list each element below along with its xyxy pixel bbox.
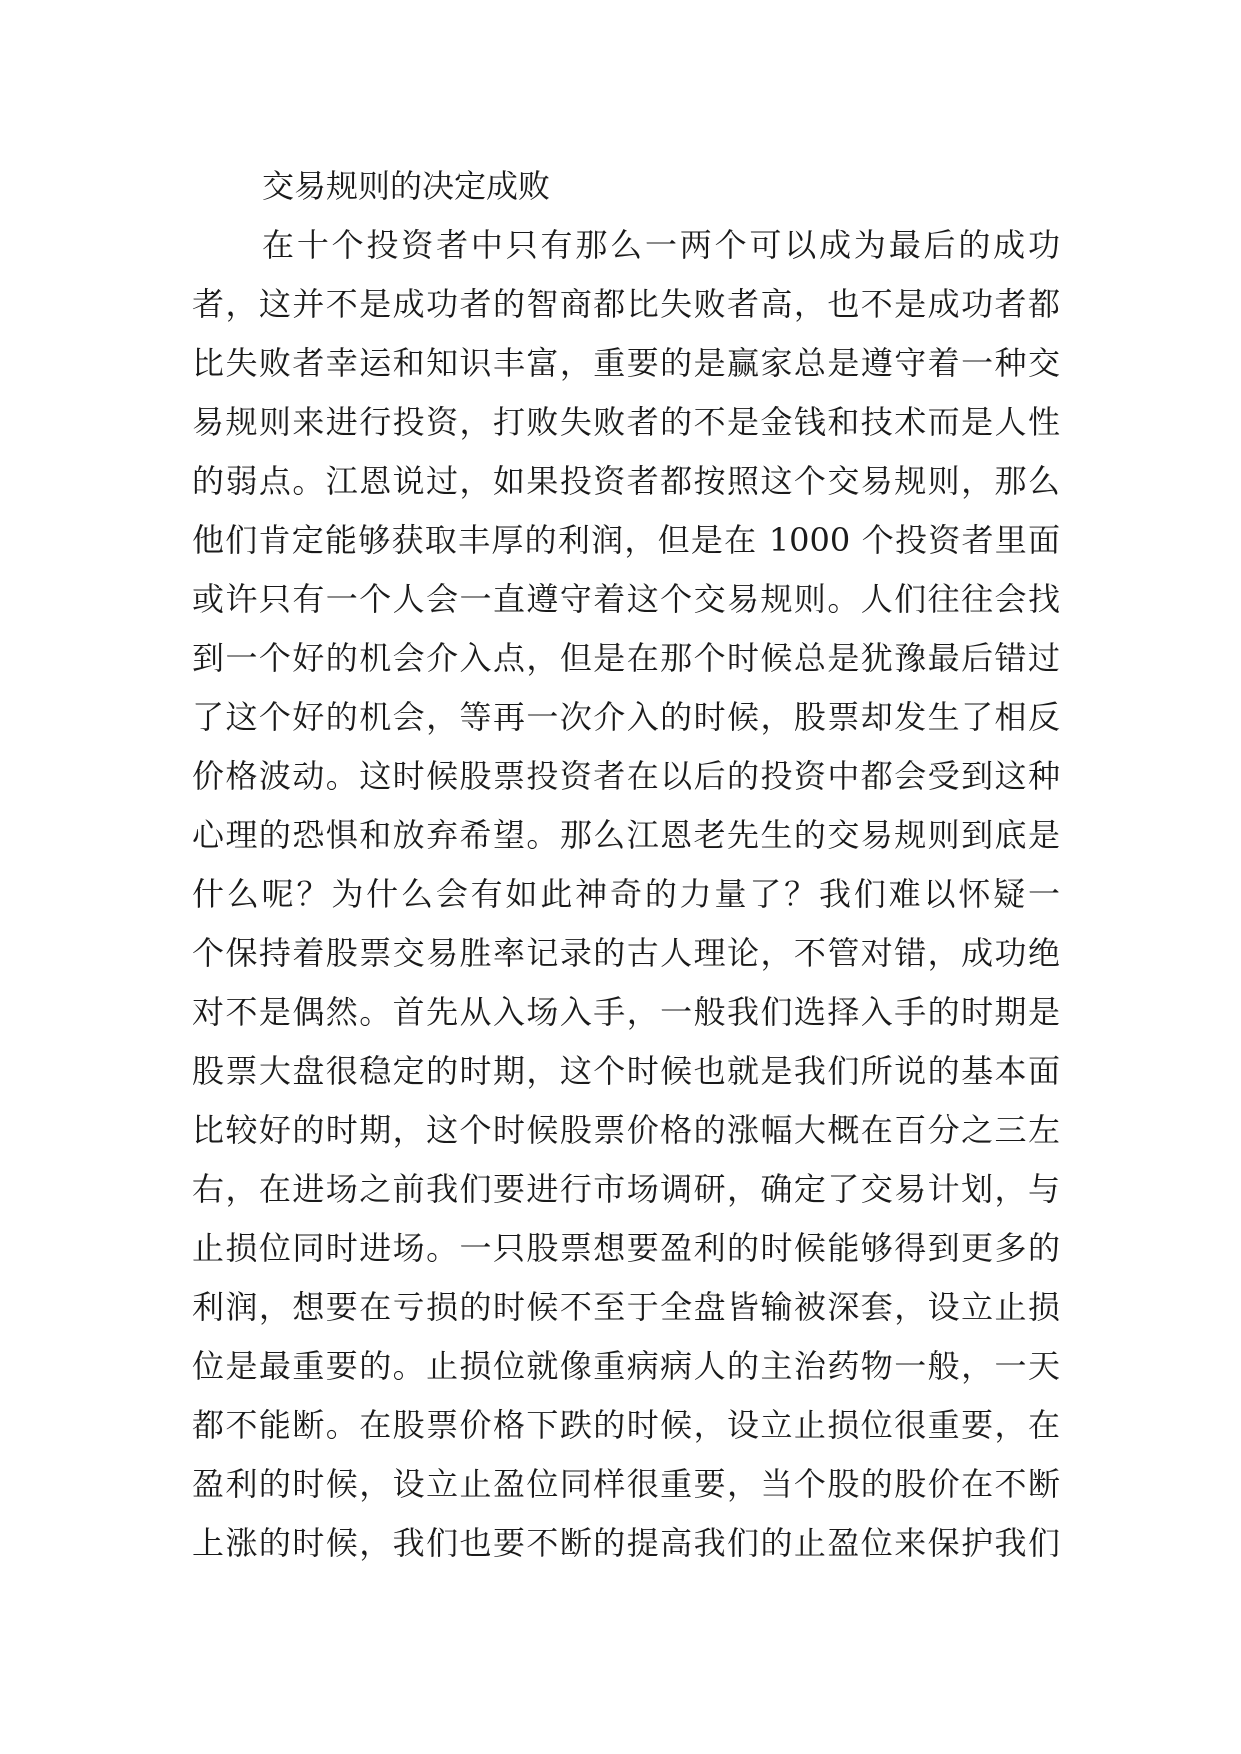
paragraph-line: 比失败者幸运和知识丰富，重要的是赢家总是遵守着一种交 <box>192 344 1060 382</box>
paragraph-line: 心理的恐惧和放弃希望。那么江恩老先生的交易规则到底是 <box>192 816 1060 854</box>
paragraph-line: 盈利的时候，设立止盈位同样很重要，当个股的股价在不断 <box>192 1465 1060 1503</box>
paragraph-line: 到一个好的机会介入点，但是在那个时候总是犹豫最后错过 <box>192 639 1060 677</box>
paragraph-line: 了这个好的机会，等再一次介入的时候，股票却发生了相反 <box>192 698 1060 736</box>
paragraph-line: 右，在进场之前我们要进行市场调研，确定了交易计划，与 <box>192 1170 1060 1208</box>
paragraph-line: 上涨的时候，我们也要不断的提高我们的止盈位来保护我们 <box>192 1524 1060 1562</box>
paragraph-line: 位是最重要的。止损位就像重病病人的主治药物一般，一天 <box>192 1347 1060 1385</box>
paragraph-line: 价格波动。这时候股票投资者在以后的投资中都会受到这种 <box>192 757 1060 795</box>
paragraph-line: 对不是偶然。首先从入场入手，一般我们选择入手的时期是 <box>192 993 1060 1031</box>
document-title: 交易规则的决定成败 <box>262 167 551 205</box>
paragraph-line: 者，这并不是成功者的智商都比失败者高，也不是成功者都 <box>192 285 1060 323</box>
paragraph-line: 什么呢？为什么会有如此神奇的力量了？我们难以怀疑一 <box>192 875 1060 913</box>
paragraph-line: 在十个投资者中只有那么一两个可以成为最后的成功 <box>262 226 1060 264</box>
paragraph-line: 他们肯定能够获取丰厚的利润，但是在 1000 个投资者里面 <box>192 521 1060 559</box>
paragraph-line: 个保持着股票交易胜率记录的古人理论，不管对错，成功绝 <box>192 934 1060 972</box>
paragraph-line: 都不能断。在股票价格下跌的时候，设立止损位很重要，在 <box>192 1406 1060 1444</box>
paragraph-line: 股票大盘很稳定的时期，这个时候也就是我们所说的基本面 <box>192 1052 1060 1090</box>
paragraph-line: 或许只有一个人会一直遵守着这个交易规则。人们往往会找 <box>192 580 1060 618</box>
paragraph-line: 利润，想要在亏损的时候不至于全盘皆输被深套，设立止损 <box>192 1288 1060 1326</box>
document-body <box>192 157 1060 1573</box>
paragraph-line: 的弱点。江恩说过，如果投资者都按照这个交易规则，那么 <box>192 462 1060 500</box>
paragraph-line: 易规则来进行投资，打败失败者的不是金钱和技术而是人性 <box>192 403 1060 441</box>
paragraph-line: 止损位同时进场。一只股票想要盈利的时候能够得到更多的 <box>192 1229 1060 1267</box>
paragraph-line: 比较好的时期，这个时候股票价格的涨幅大概在百分之三左 <box>192 1111 1060 1149</box>
